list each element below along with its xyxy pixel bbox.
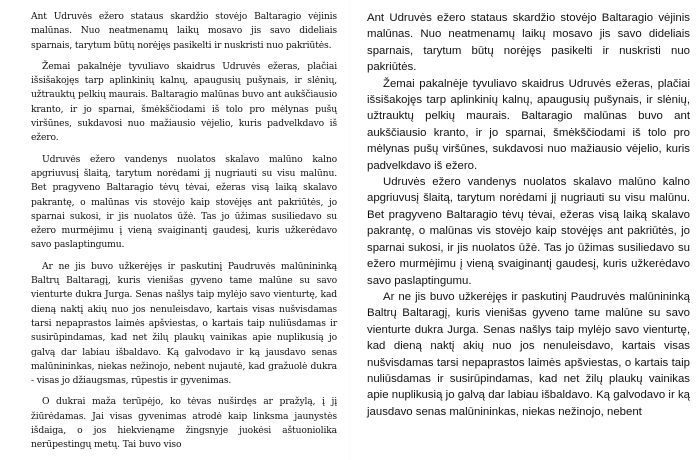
left-paragraph-4: Ar ne jis buvo užkerėjęs ir paskutinį Paudruvės malūnininką Baltrų Baltaragį, kuris vienišas gyveno tame malūne su savo vienturte dukra Jurga. Senas našlys taip mylėjo savo vienturtę, kad dieną naktį akių nuo jos nenuleisdavo, kartais visas nušvisdamas tarsi nepaprastos laimės apšviestas, o kartais taip nuliūsdamas ir susirūpindamas, kad net žilų plaukų vainikas apie nuplikusią jo galvą dar labiau išbaldavo. Ką galvodavo ir ką jausdavo senas malūnininkas, niekas nežinojo, nebent nujautė, kad gražuolė dukra - visas jo džiaugsmas, rūpestis ir gyvenimas. — [31, 260, 337, 387]
left-paragraph-1: Ant Udruvės ežero stataus skardžio stovėjo Baltaragio vėjinis malūnas. Nuo neatmenamų laikų mosavo jis savo dideliais sparnais, tarytum būtų norėjęs pasikelti ir nuskristi nuo pakriūtės. — [31, 11, 337, 51]
right-paragraph-1: Ant Udruvės ežero stataus skardžio stovėjo Baltaragio vėjinis malūnas. Nuo neatmenamų laikų mosavo jis savo dideliais sparnais, tarytum būtų norėjęs pasikelti ir nuskristi nuo pakriūtės. — [367, 12, 690, 74]
left-paragraph-5: O dukrai maža terūpėjo, ko tėvas nuširdęs ar pražylą, į jį žiūrėdamas. Jai visas gyvenimas atrodė kaip linksma jaunystės išdaiga, o jos hiekvienąme žingsnyje juokėsi aštuoniolika nerūpestingų metų. Tai buvo viso — [31, 396, 337, 451]
left-paragraph-2: Žemai pakalnėje tyvuliavo skaidrus Udruvės ežeras, plačiai išsišakojęs tarp aplinkinių kalnų, apaugusių pušynais, ir slėnių, užtrauktų pelkių maurais. Baltaragio malūnas buvo ant aukščiausio kranto, ir jo sparnai, šmėkščiodami iš tolo pro mėlynas pušų viršūnes, sukdavosi nuo mažiausio vėjelio, kuris padvelkdavo iš ežero. — [31, 60, 337, 144]
page-gutter — [349, 0, 350, 460]
right-paragraph-4: Ar ne jis buvo užkerėjęs ir paskutinį Paudruvės malūnininką Baltrų Baltaragį, kuris vienišas gyveno tame malūne su savo vienturte dukra Jurga. Senas našlys taip mylėjo savo vienturtę, kad dieną naktį akių nuo jos nenuleisdavo, kartais visas nušvisdamas tarsi nepaprastos laimės apšviestas, o kartais taip nuliūsdamas ir susirūpindamas, kad net žilų plaukų vainikas apie nuplikusią jo galvą dar labiau išbaldavo. Ką galvodavo ir ką jausdavo senas malūnininkas, niekas nežinojo, nebent — [367, 290, 690, 418]
left-page — [0, 0, 345, 460]
left-paragraph-3: Udruvės ežero vandenys nuolatos skalavo malūno kalno apgriuvusį šlaitą, tarytum norėdami jį nugriauti su visu malūnu. Bet pragyveno Baltaragio tėvų tėvai, ežeras visą laiką skalavo pakrantę, o malūnas vis stovėjo kaip stovėjęs ant pakriūtės, jo sparnai sukosi, ir jis nuolatos ūžė. Tas jo ūžimas susiliedavo su ežero murmėjimu į vieną svaiginantį gaudesį, kuris užkerėdavo savo paslaptingumu. — [31, 153, 337, 251]
right-paragraph-2: Žemai pakalnėje tyvuliavo skaidrus Udruvės ežeras, plačiai išsišakojęs tarp aplinkinių kalnų, apaugusių pušynais, ir slėnių, užtrauktų pelkių maurais. Baltaragio malūnas buvo ant aukščiausio kranto, ir jo sparnai, šmėkščiodami iš tolo pro mėlynas pušų viršūnes, sukdavosi nuo mažiausio vėjelio, kuris padvelkdavo iš ežero. — [367, 77, 690, 172]
right-page — [353, 0, 700, 460]
right-paragraph-3: Udruvės ežero vandenys nuolatos skalavo malūno kalno apgriuvusį šlaitą, tarytum norėdami jį nugriauti su visu malūnu. Bet pragyveno Baltaragio tėvų tėvai, ežeras visą laiką skalavo pakrantę, o malūnas vis stovėjo kaip stovėjęs ant pakriūtės, jo sparnai sukosi, ir jis nuolatos ūžė. Tas jo ūžimas susiliedavo su ežero murmėjimu į vieną svaiginantį gaudesį, kuris užkerėdavo savo paslaptingumu. — [367, 176, 690, 287]
